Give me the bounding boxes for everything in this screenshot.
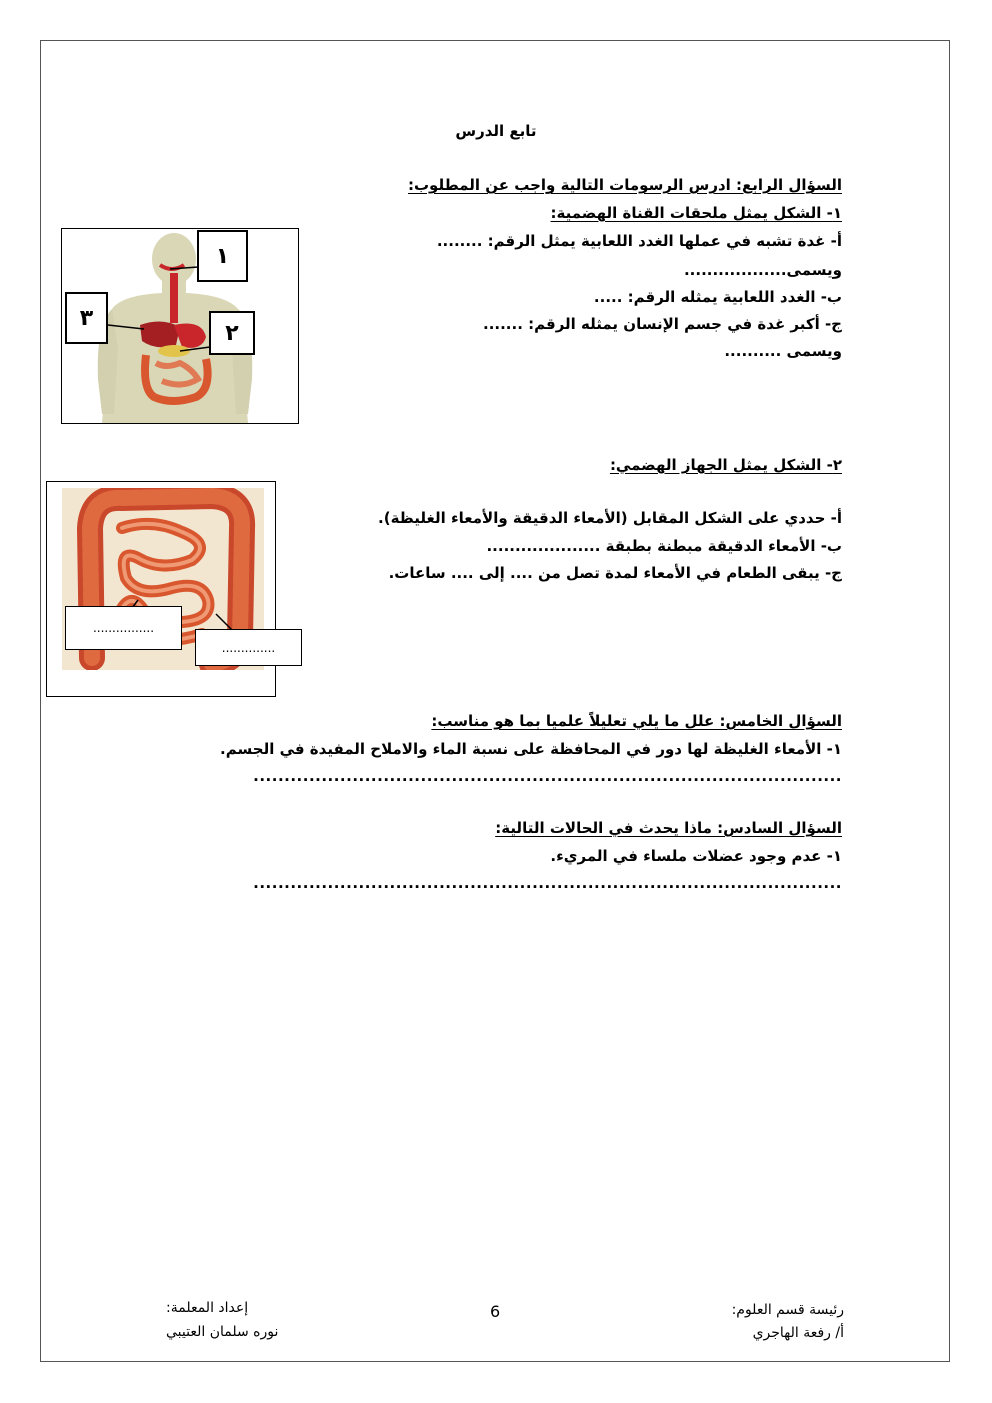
figure1-label-2: ٢: [209, 311, 255, 355]
figure2-answer-box-large-intestine[interactable]: ..............: [195, 629, 302, 666]
footer-head-name: أ/ رفعة الهاجري: [752, 1325, 844, 1341]
q4-heading: السؤال الرابع: ادرس الرسومات التالية واجب عن المطلوب:: [407, 176, 842, 194]
q6-heading: السؤال السادس: ماذا يحدث في الحالات التالية:: [495, 819, 842, 837]
q4-part2-heading: ٢- الشكل يمثل الجهاز الهضمي:: [609, 456, 842, 474]
q4-item-b: ب- الغدد اللعابية يمثله الرقم: .....: [593, 288, 842, 306]
figure1-label-3: ٣: [65, 292, 108, 344]
figure1-label-1: ١: [197, 230, 248, 282]
footer-head-label: رئيسة قسم العلوم:: [731, 1302, 844, 1318]
q5-heading: السؤال الخامس: علل ما يلي تعليلاً علميا بما هو مناسب:: [431, 712, 842, 730]
q4-part2-item-c: ج- يبقى الطعام في الأمعاء لمدة تصل من .... إلى .... ساعات.: [388, 564, 842, 582]
q6-item-1: ١- عدم وجود عضلات ملساء في المريء.: [550, 847, 842, 865]
figure2-answer-box-small-intestine[interactable]: ................: [65, 606, 182, 650]
q4-item-c-name: ويسمى ..........: [724, 342, 842, 360]
q4-part2-item-a: أ- حددي على الشكل المقابل (الأمعاء الدقيقة والأمعاء الغليظة).: [378, 509, 842, 527]
footer-teacher-name: نوره سلمان العتيبي: [166, 1324, 279, 1340]
q6-answer-line[interactable]: ...............................................................................................: [253, 874, 842, 892]
q4-item-a-name: ويسمى..................: [683, 261, 842, 279]
q4-part2-item-b: ب- الأمعاء الدقيقة مبطنة بطبقة ....................: [486, 537, 842, 555]
q4-item-a: أ- غدة تشبه في عملها الغدد اللعابية يمثل الرقم: ........: [436, 232, 842, 250]
page-number: 6: [490, 1302, 501, 1321]
page-title: تابع الدرس: [455, 122, 537, 140]
q4-part1-heading: ١- الشكل يمثل ملحقات القناة الهضمية:: [550, 204, 842, 222]
footer-teacher-label: إعداد المعلمة:: [166, 1300, 249, 1316]
q5-answer-line[interactable]: ...............................................................................................: [253, 767, 842, 785]
q5-item-1: ١- الأمعاء الغليظة لها دور في المحافظة على نسبة الماء والاملاح المفيدة في الجسم.: [220, 740, 842, 758]
q4-item-c: ج- أكبر غدة في جسم الإنسان يمثله الرقم: .......: [483, 315, 842, 333]
